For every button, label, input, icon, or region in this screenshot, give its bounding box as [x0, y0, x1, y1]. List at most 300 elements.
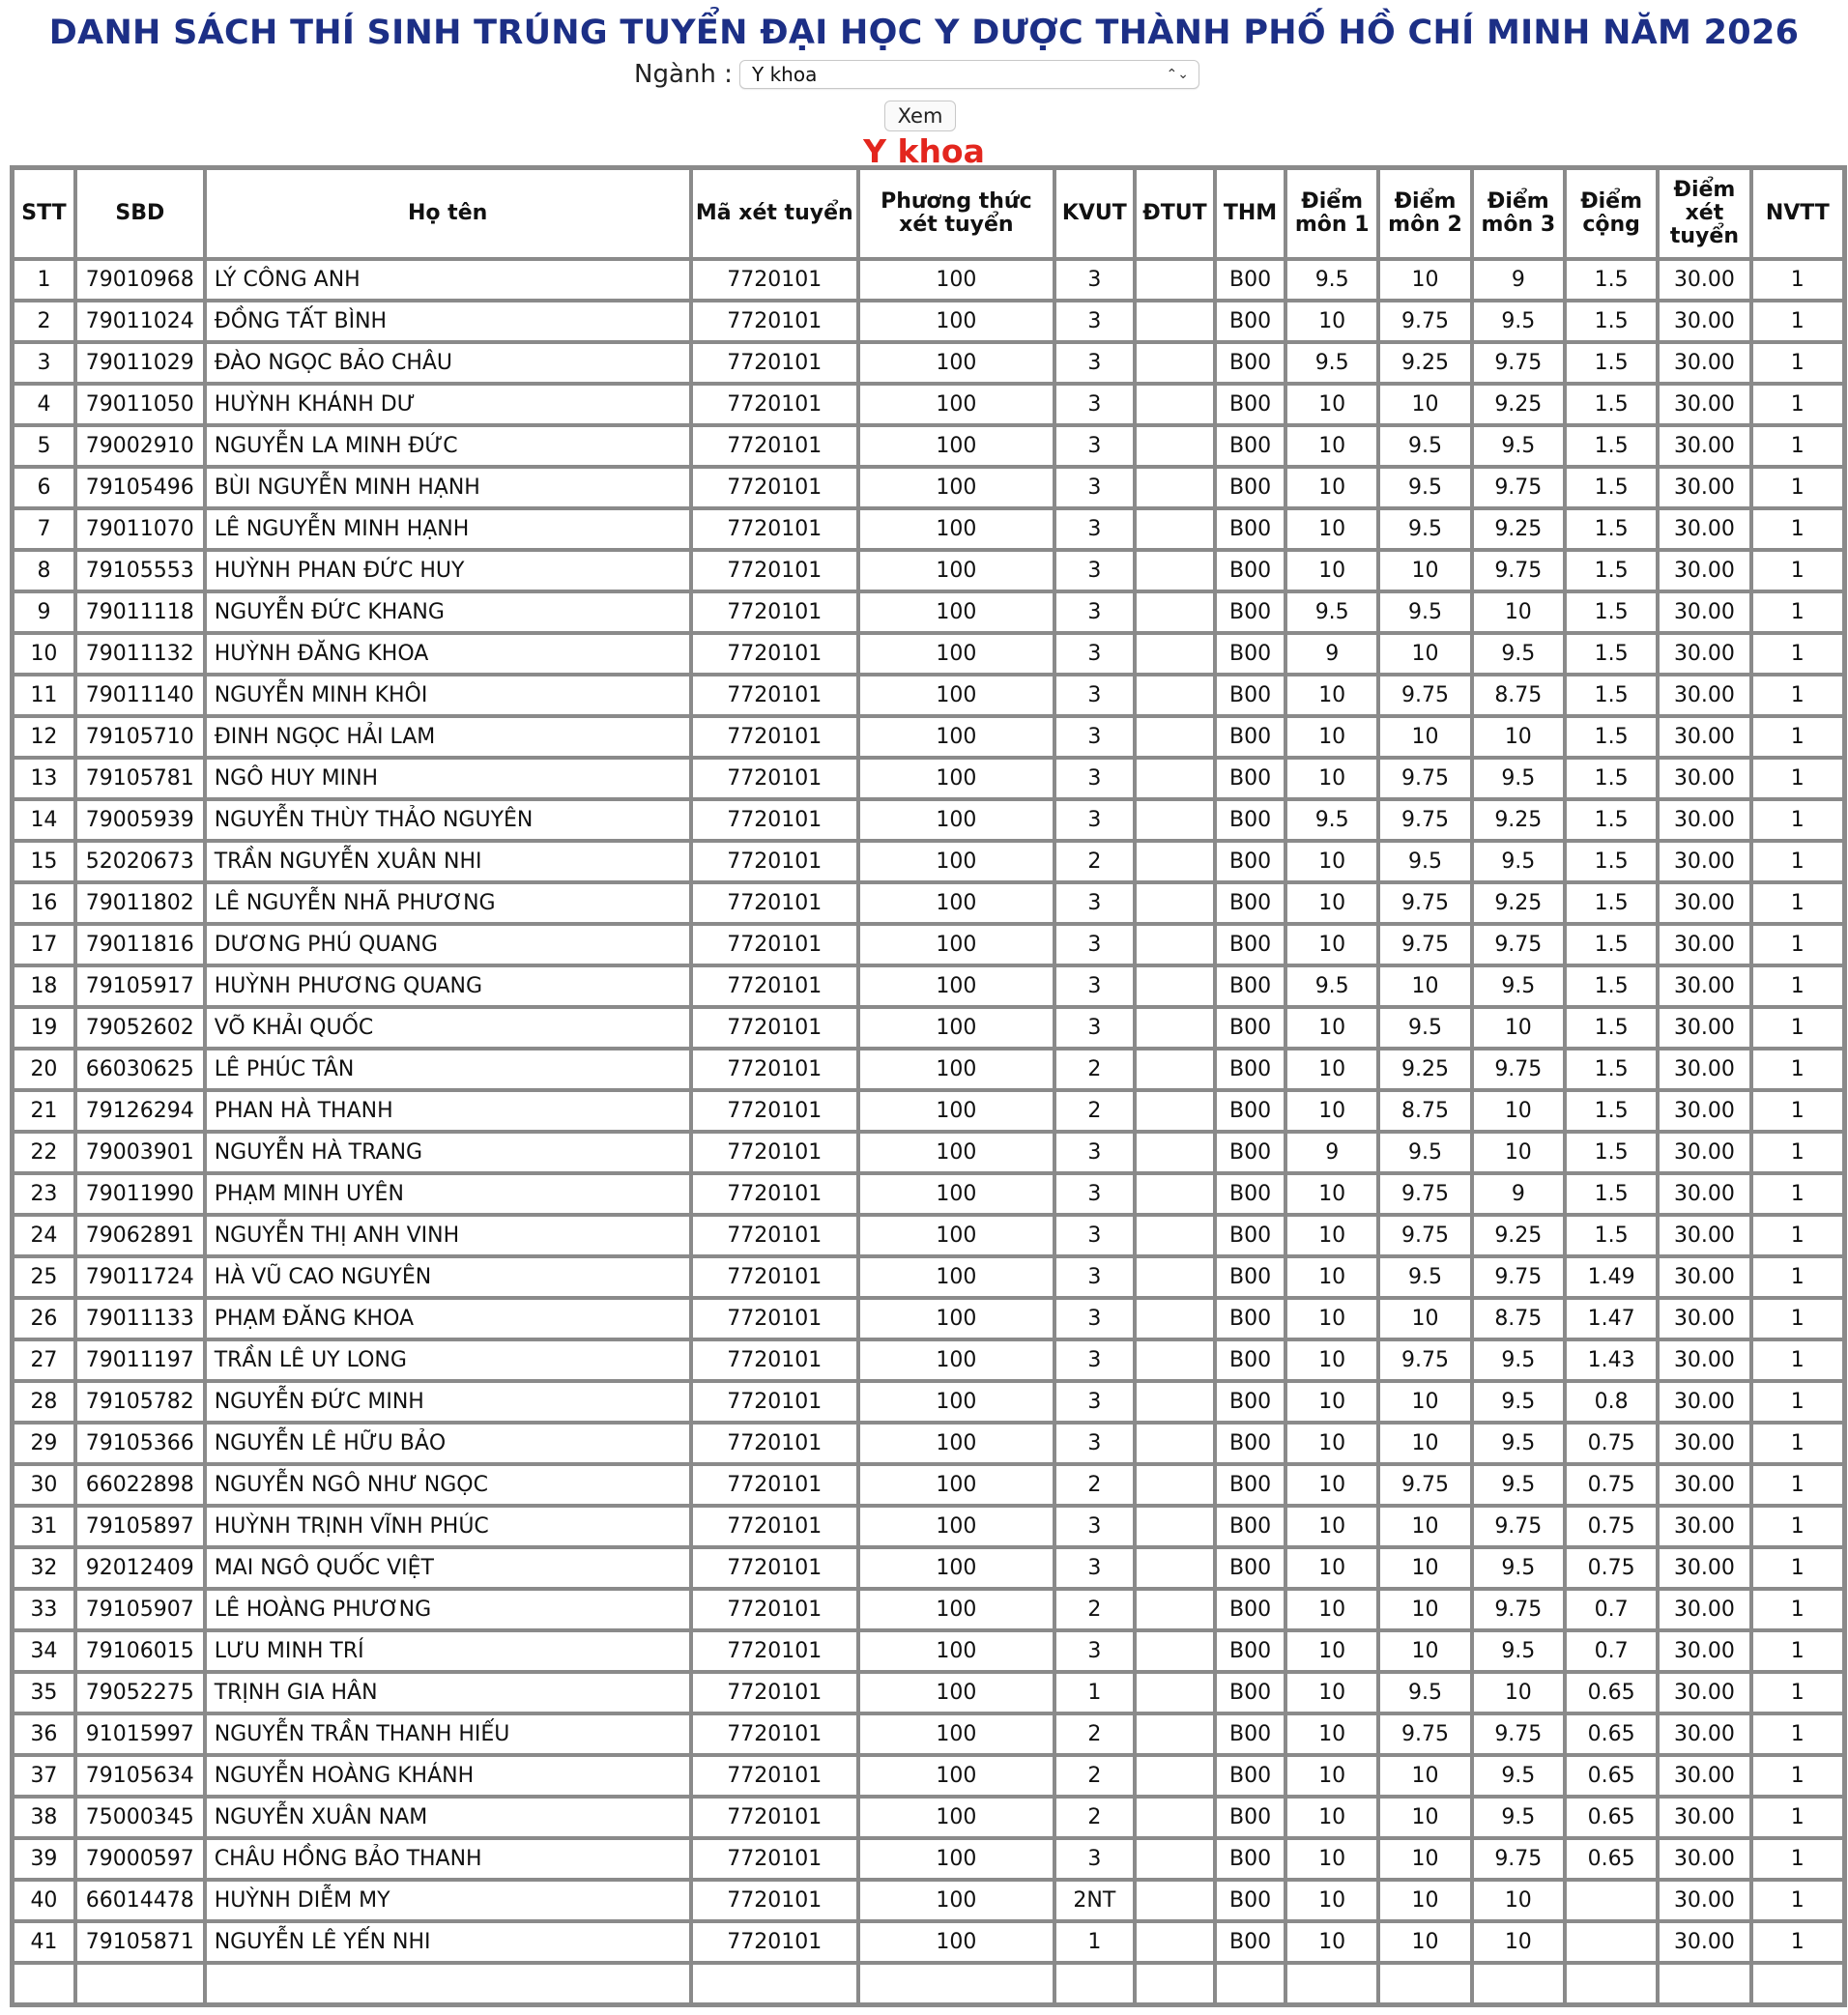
cell-sbd: 79003901 [75, 1132, 205, 1173]
cell-phuong-thuc: 100 [858, 841, 1054, 882]
cell-diem-mon-3: 9.25 [1472, 882, 1565, 924]
cell-ma-xet-tuyen: 7720101 [691, 1215, 858, 1256]
cell-sbd: 66014478 [75, 1880, 205, 1921]
cell-diem-cong: 0.75 [1565, 1547, 1658, 1589]
cell-ma-xet-tuyen: 7720101 [691, 799, 858, 841]
cell-diem-mon-2: 9.5 [1378, 1672, 1471, 1713]
table-row [13, 1797, 1844, 1838]
cell-kvut: 3 [1054, 1298, 1135, 1339]
cell-phuong-thuc: 100 [858, 965, 1054, 1007]
cell-ho-ten: NGUYỄN XUÂN NAM [205, 1797, 691, 1838]
cell-thm: B00 [1215, 1713, 1285, 1755]
cell-diem-mon-1: 10 [1285, 1838, 1378, 1880]
cell-sbd: 79105634 [75, 1755, 205, 1797]
cell-phuong-thuc: 100 [858, 1464, 1054, 1506]
cell-kvut: 3 [1054, 1132, 1135, 1173]
admission-table [10, 165, 1847, 2007]
cell-diem-mon-3: 9.25 [1472, 1215, 1565, 1256]
cell-sbd: 79105496 [75, 467, 205, 508]
cell-dtut [1135, 467, 1215, 508]
cell-diem-mon-2: 9.75 [1378, 1339, 1471, 1381]
cell-sbd: 79011816 [75, 924, 205, 965]
cell-diem-cong: 1.5 [1565, 467, 1658, 508]
table-row [13, 591, 1844, 633]
column-header-phuong-thuc: Phương thức xét tuyển [858, 168, 1054, 259]
cell-diem-mon-3: 9.75 [1472, 1589, 1565, 1630]
cell-kvut: 3 [1054, 301, 1135, 342]
cell-nvtt: 1 [1751, 1464, 1844, 1506]
cell-nvtt: 1 [1751, 301, 1844, 342]
cell-phuong-thuc: 100 [858, 342, 1054, 384]
cell-stt: 5 [13, 425, 75, 467]
cell-phuong-thuc: 100 [858, 1381, 1054, 1423]
cell-diem-mon-3: 9.5 [1472, 425, 1565, 467]
cell-diem-mon-2: 9.5 [1378, 591, 1471, 633]
cell-diem-mon-1: 10 [1285, 1589, 1378, 1630]
table-row [13, 841, 1844, 882]
cell-diem-cong: 1.5 [1565, 342, 1658, 384]
cell-phuong-thuc: 100 [858, 591, 1054, 633]
cell-stt: 2 [13, 301, 75, 342]
cell-ho-ten: NGÔ HUY MINH [205, 758, 691, 799]
cell-ma-xet-tuyen [691, 1963, 858, 2004]
cell-thm [1215, 1963, 1285, 2004]
cell-sbd: 79011140 [75, 675, 205, 716]
cell-sbd: 79105917 [75, 965, 205, 1007]
cell-thm: B00 [1215, 1090, 1285, 1132]
cell-nvtt: 1 [1751, 1713, 1844, 1755]
cell-sbd: 79105553 [75, 550, 205, 591]
cell-stt: 27 [13, 1339, 75, 1381]
cell-diem-mon-2: 10 [1378, 716, 1471, 758]
cell-sbd: 79105782 [75, 1381, 205, 1423]
cell-diem-mon-2: 10 [1378, 1381, 1471, 1423]
cell-stt: 22 [13, 1132, 75, 1173]
table-row [13, 1256, 1844, 1298]
cell-diem-xet-tuyen: 30.00 [1658, 591, 1750, 633]
cell-diem-mon-3: 9.75 [1472, 1256, 1565, 1298]
cell-ho-ten: MAI NGÔ QUỐC VIỆT [205, 1547, 691, 1589]
cell-nvtt: 1 [1751, 924, 1844, 965]
cell-nvtt: 1 [1751, 1423, 1844, 1464]
cell-nvtt: 1 [1751, 1672, 1844, 1713]
cell-dtut [1135, 1173, 1215, 1215]
table-row [13, 425, 1844, 467]
cell-dtut [1135, 1007, 1215, 1049]
cell-diem-cong: 1.5 [1565, 301, 1658, 342]
cell-diem-mon-1: 10 [1285, 1713, 1378, 1755]
cell-diem-mon-1: 10 [1285, 1049, 1378, 1090]
cell-dtut [1135, 1090, 1215, 1132]
cell-diem-mon-3 [1472, 1963, 1565, 2004]
cell-dtut [1135, 633, 1215, 675]
cell-stt: 26 [13, 1298, 75, 1339]
cell-diem-xet-tuyen: 30.00 [1658, 259, 1750, 301]
cell-diem-mon-1: 10 [1285, 1007, 1378, 1049]
cell-ma-xet-tuyen: 7720101 [691, 1007, 858, 1049]
cell-nvtt: 1 [1751, 1339, 1844, 1381]
cell-diem-mon-3: 9.75 [1472, 1713, 1565, 1755]
select-chevron-icon: ⌃⌄ [1166, 67, 1189, 82]
cell-thm: B00 [1215, 301, 1285, 342]
cell-ma-xet-tuyen: 7720101 [691, 1049, 858, 1090]
table-row [13, 1838, 1844, 1880]
cell-kvut: 3 [1054, 1506, 1135, 1547]
cell-sbd: 79105871 [75, 1921, 205, 1963]
cell-ma-xet-tuyen: 7720101 [691, 1381, 858, 1423]
cell-diem-mon-3: 9.5 [1472, 1797, 1565, 1838]
cell-stt: 30 [13, 1464, 75, 1506]
cell-thm: B00 [1215, 550, 1285, 591]
cell-diem-cong: 1.5 [1565, 965, 1658, 1007]
cell-ma-xet-tuyen: 7720101 [691, 675, 858, 716]
cell-diem-mon-3: 9.75 [1472, 1838, 1565, 1880]
cell-phuong-thuc: 100 [858, 882, 1054, 924]
cell-diem-mon-3: 10 [1472, 1672, 1565, 1713]
cell-thm: B00 [1215, 1298, 1285, 1339]
cell-nvtt: 1 [1751, 425, 1844, 467]
table-row [13, 633, 1844, 675]
cell-stt: 36 [13, 1713, 75, 1755]
cell-stt: 12 [13, 716, 75, 758]
cell-phuong-thuc: 100 [858, 1589, 1054, 1630]
cell-diem-mon-3: 9.25 [1472, 799, 1565, 841]
cell-thm: B00 [1215, 1880, 1285, 1921]
cell-ho-ten: LÊ NGUYỄN MINH HẠNH [205, 508, 691, 550]
cell-kvut: 3 [1054, 384, 1135, 425]
cell-phuong-thuc: 100 [858, 1880, 1054, 1921]
cell-diem-mon-1: 10 [1285, 384, 1378, 425]
cell-dtut [1135, 1838, 1215, 1880]
cell-sbd: 75000345 [75, 1797, 205, 1838]
cell-diem-mon-1: 10 [1285, 1423, 1378, 1464]
cell-diem-mon-1: 10 [1285, 1215, 1378, 1256]
cell-diem-mon-1: 10 [1285, 1090, 1378, 1132]
page-title: DANH SÁCH THÍ SINH TRÚNG TUYỂN ĐẠI HỌC Y DƯỢC THÀNH PHỐ HỒ CHÍ MINH NĂM 2026 [48, 14, 1800, 52]
major-select[interactable] [739, 60, 1199, 89]
cell-diem-cong: 1.5 [1565, 1132, 1658, 1173]
cell-diem-mon-1: 9.5 [1285, 259, 1378, 301]
cell-sbd: 79011724 [75, 1256, 205, 1298]
cell-dtut [1135, 425, 1215, 467]
cell-ho-ten [205, 1963, 691, 2004]
cell-stt: 14 [13, 799, 75, 841]
cell-ho-ten: NGUYỄN NGÔ NHƯ NGỌC [205, 1464, 691, 1506]
cell-phuong-thuc: 100 [858, 716, 1054, 758]
cell-stt: 19 [13, 1007, 75, 1049]
cell-kvut: 3 [1054, 1630, 1135, 1672]
cell-kvut: 3 [1054, 1339, 1135, 1381]
table-header-row [13, 168, 1844, 259]
cell-diem-cong: 1.5 [1565, 758, 1658, 799]
cell-thm: B00 [1215, 1049, 1285, 1090]
cell-dtut [1135, 1132, 1215, 1173]
cell-diem-mon-1: 10 [1285, 924, 1378, 965]
cell-stt: 38 [13, 1797, 75, 1838]
cell-sbd: 79062891 [75, 1215, 205, 1256]
cell-diem-mon-3: 9.25 [1472, 384, 1565, 425]
cell-ho-ten: NGUYỄN HÀ TRANG [205, 1132, 691, 1173]
cell-diem-cong: 1.43 [1565, 1339, 1658, 1381]
cell-ma-xet-tuyen: 7720101 [691, 841, 858, 882]
cell-nvtt: 1 [1751, 1880, 1844, 1921]
cell-kvut: 1 [1054, 1672, 1135, 1713]
cell-nvtt: 1 [1751, 1547, 1844, 1589]
cell-kvut: 3 [1054, 965, 1135, 1007]
cell-dtut [1135, 550, 1215, 591]
cell-stt: 23 [13, 1173, 75, 1215]
cell-diem-xet-tuyen: 30.00 [1658, 1506, 1750, 1547]
cell-ma-xet-tuyen: 7720101 [691, 882, 858, 924]
cell-diem-mon-1: 10 [1285, 882, 1378, 924]
cell-kvut: 2 [1054, 1589, 1135, 1630]
cell-diem-mon-1: 10 [1285, 550, 1378, 591]
cell-thm: B00 [1215, 1797, 1285, 1838]
cell-kvut: 2 [1054, 841, 1135, 882]
cell-diem-cong: 0.75 [1565, 1464, 1658, 1506]
cell-sbd: 79105781 [75, 758, 205, 799]
cell-sbd: 79011050 [75, 384, 205, 425]
cell-nvtt: 1 [1751, 1049, 1844, 1090]
cell-diem-xet-tuyen: 30.00 [1658, 1672, 1750, 1713]
table-row [13, 342, 1844, 384]
cell-ho-ten: NGUYỄN LÊ YẾN NHI [205, 1921, 691, 1963]
cell-ho-ten: BÙI NGUYỄN MINH HẠNH [205, 467, 691, 508]
cell-diem-mon-1: 10 [1285, 1672, 1378, 1713]
cell-diem-xet-tuyen: 30.00 [1658, 799, 1750, 841]
cell-diem-xet-tuyen: 30.00 [1658, 1547, 1750, 1589]
cell-sbd: 52020673 [75, 841, 205, 882]
cell-diem-mon-3: 10 [1472, 1880, 1565, 1921]
cell-diem-cong: 1.5 [1565, 508, 1658, 550]
cell-kvut: 3 [1054, 550, 1135, 591]
cell-ma-xet-tuyen: 7720101 [691, 1589, 858, 1630]
cell-diem-cong: 1.5 [1565, 675, 1658, 716]
cell-diem-mon-2: 9.25 [1378, 342, 1471, 384]
cell-diem-xet-tuyen: 30.00 [1658, 508, 1750, 550]
table-row [13, 1880, 1844, 1921]
cell-diem-xet-tuyen [1658, 1963, 1750, 2004]
column-header-diem-mon-2: Điểm môn 2 [1378, 168, 1471, 259]
cell-thm: B00 [1215, 1339, 1285, 1381]
cell-kvut: 3 [1054, 425, 1135, 467]
cell-kvut: 2 [1054, 1755, 1135, 1797]
cell-diem-xet-tuyen: 30.00 [1658, 924, 1750, 965]
cell-sbd: 79106015 [75, 1630, 205, 1672]
cell-diem-cong: 0.65 [1565, 1755, 1658, 1797]
table-row [13, 467, 1844, 508]
cell-diem-mon-1: 9 [1285, 633, 1378, 675]
cell-diem-mon-2: 9.75 [1378, 1173, 1471, 1215]
cell-sbd: 79052602 [75, 1007, 205, 1049]
cell-thm: B00 [1215, 1547, 1285, 1589]
cell-ho-ten: NGUYỄN ĐỨC MINH [205, 1381, 691, 1423]
column-header-ho-ten: Họ tên [205, 168, 691, 259]
cell-diem-mon-1: 10 [1285, 841, 1378, 882]
cell-ho-ten: HUỲNH PHƯƠNG QUANG [205, 965, 691, 1007]
cell-diem-mon-2: 9.25 [1378, 1049, 1471, 1090]
cell-nvtt: 1 [1751, 591, 1844, 633]
cell-phuong-thuc: 100 [858, 1298, 1054, 1339]
cell-nvtt: 1 [1751, 675, 1844, 716]
cell-thm: B00 [1215, 384, 1285, 425]
major-select-value: Y khoa [752, 63, 818, 86]
cell-stt: 25 [13, 1256, 75, 1298]
cell-thm: B00 [1215, 633, 1285, 675]
cell-phuong-thuc: 100 [858, 1838, 1054, 1880]
cell-ma-xet-tuyen: 7720101 [691, 1256, 858, 1298]
cell-dtut [1135, 965, 1215, 1007]
cell-sbd: 66030625 [75, 1049, 205, 1090]
cell-nvtt: 1 [1751, 716, 1844, 758]
cell-diem-mon-2: 9.75 [1378, 1713, 1471, 1755]
cell-diem-mon-2: 10 [1378, 1506, 1471, 1547]
cell-diem-xet-tuyen: 30.00 [1658, 1713, 1750, 1755]
cell-ho-ten: LÊ NGUYỄN NHÃ PHƯƠNG [205, 882, 691, 924]
cell-phuong-thuc: 100 [858, 1090, 1054, 1132]
cell-diem-xet-tuyen: 30.00 [1658, 1339, 1750, 1381]
cell-diem-mon-3: 9.5 [1472, 1630, 1565, 1672]
cell-ma-xet-tuyen: 7720101 [691, 1630, 858, 1672]
cell-ma-xet-tuyen: 7720101 [691, 924, 858, 965]
cell-phuong-thuc: 100 [858, 1755, 1054, 1797]
column-header-nvtt: NVTT [1751, 168, 1844, 259]
cell-ma-xet-tuyen: 7720101 [691, 1132, 858, 1173]
cell-thm: B00 [1215, 716, 1285, 758]
cell-kvut: 2 [1054, 1713, 1135, 1755]
cell-dtut [1135, 1589, 1215, 1630]
cell-dtut [1135, 1672, 1215, 1713]
cell-ma-xet-tuyen: 7720101 [691, 1423, 858, 1464]
major-heading: Y khoa [863, 132, 985, 170]
cell-ho-ten: LƯU MINH TRÍ [205, 1630, 691, 1672]
cell-diem-mon-2: 9.75 [1378, 1215, 1471, 1256]
cell-diem-mon-3: 9.5 [1472, 1381, 1565, 1423]
cell-stt: 31 [13, 1506, 75, 1547]
table-row [13, 675, 1844, 716]
cell-diem-mon-2: 10 [1378, 1755, 1471, 1797]
table-row [13, 1215, 1844, 1256]
cell-phuong-thuc: 100 [858, 1921, 1054, 1963]
cell-diem-mon-3: 10 [1472, 716, 1565, 758]
cell-thm: B00 [1215, 1921, 1285, 1963]
cell-dtut [1135, 259, 1215, 301]
cell-diem-xet-tuyen: 30.00 [1658, 1797, 1750, 1838]
cell-diem-mon-3: 8.75 [1472, 1298, 1565, 1339]
table-row [13, 550, 1844, 591]
table-row [13, 716, 1844, 758]
cell-ho-ten: NGUYỄN LA MINH ĐỨC [205, 425, 691, 467]
cell-nvtt: 1 [1751, 965, 1844, 1007]
cell-phuong-thuc: 100 [858, 1173, 1054, 1215]
cell-diem-mon-1: 10 [1285, 758, 1378, 799]
cell-diem-cong: 0.65 [1565, 1797, 1658, 1838]
cell-diem-mon-3: 10 [1472, 1132, 1565, 1173]
cell-diem-mon-2: 10 [1378, 384, 1471, 425]
cell-diem-mon-1: 10 [1285, 1381, 1378, 1423]
column-header-sbd: SBD [75, 168, 205, 259]
cell-ma-xet-tuyen: 7720101 [691, 384, 858, 425]
column-header-dtut: ĐTUT [1135, 168, 1215, 259]
cell-nvtt: 1 [1751, 1215, 1844, 1256]
cell-dtut [1135, 1506, 1215, 1547]
cell-thm: B00 [1215, 1589, 1285, 1630]
cell-ma-xet-tuyen: 7720101 [691, 550, 858, 591]
cell-ma-xet-tuyen: 7720101 [691, 425, 858, 467]
cell-diem-mon-3: 9.75 [1472, 467, 1565, 508]
cell-ma-xet-tuyen: 7720101 [691, 1506, 858, 1547]
cell-dtut [1135, 716, 1215, 758]
cell-dtut [1135, 1963, 1215, 2004]
table-row [13, 259, 1844, 301]
cell-sbd: 79002910 [75, 425, 205, 467]
cell-thm: B00 [1215, 675, 1285, 716]
cell-ho-ten: VÕ KHẢI QUỐC [205, 1007, 691, 1049]
cell-stt: 29 [13, 1423, 75, 1464]
cell-diem-xet-tuyen: 30.00 [1658, 1464, 1750, 1506]
cell-diem-xet-tuyen: 30.00 [1658, 1007, 1750, 1049]
cell-nvtt: 1 [1751, 1173, 1844, 1215]
cell-diem-xet-tuyen: 30.00 [1658, 1755, 1750, 1797]
cell-diem-mon-1: 10 [1285, 1921, 1378, 1963]
cell-diem-mon-2: 10 [1378, 259, 1471, 301]
cell-ho-ten: HUỲNH KHÁNH DƯ [205, 384, 691, 425]
cell-ho-ten: HUỲNH TRỊNH VĨNH PHÚC [205, 1506, 691, 1547]
cell-ma-xet-tuyen: 7720101 [691, 1090, 858, 1132]
cell-ma-xet-tuyen: 7720101 [691, 965, 858, 1007]
cell-diem-mon-3: 8.75 [1472, 675, 1565, 716]
table-row [13, 1547, 1844, 1589]
cell-sbd: 79105366 [75, 1423, 205, 1464]
cell-diem-mon-3: 9.5 [1472, 633, 1565, 675]
cell-dtut [1135, 675, 1215, 716]
cell-thm: B00 [1215, 1007, 1285, 1049]
table-row [13, 1963, 1844, 2004]
cell-diem-mon-2: 10 [1378, 1630, 1471, 1672]
cell-kvut: 2 [1054, 1797, 1135, 1838]
cell-diem-mon-2: 9.75 [1378, 799, 1471, 841]
cell-diem-mon-1: 10 [1285, 1755, 1378, 1797]
cell-nvtt: 1 [1751, 633, 1844, 675]
cell-diem-xet-tuyen: 30.00 [1658, 1132, 1750, 1173]
cell-diem-mon-2: 8.75 [1378, 1090, 1471, 1132]
cell-diem-cong: 0.8 [1565, 1381, 1658, 1423]
cell-ho-ten: HUỲNH PHAN ĐỨC HUY [205, 550, 691, 591]
cell-diem-mon-3: 9.75 [1472, 924, 1565, 965]
cell-thm: B00 [1215, 1381, 1285, 1423]
cell-stt: 40 [13, 1880, 75, 1921]
cell-nvtt: 1 [1751, 1132, 1844, 1173]
cell-thm: B00 [1215, 591, 1285, 633]
cell-diem-mon-3: 9.75 [1472, 1506, 1565, 1547]
cell-stt: 13 [13, 758, 75, 799]
cell-sbd: 79105897 [75, 1506, 205, 1547]
view-button[interactable]: Xem [884, 101, 956, 131]
column-header-diem-cong: Điểm cộng [1565, 168, 1658, 259]
cell-nvtt: 1 [1751, 384, 1844, 425]
cell-ma-xet-tuyen: 7720101 [691, 633, 858, 675]
cell-diem-xet-tuyen: 30.00 [1658, 758, 1750, 799]
table-row [13, 1672, 1844, 1713]
cell-diem-mon-2: 9.5 [1378, 467, 1471, 508]
cell-nvtt: 1 [1751, 1838, 1844, 1880]
cell-ma-xet-tuyen: 7720101 [691, 467, 858, 508]
cell-diem-xet-tuyen: 30.00 [1658, 1049, 1750, 1090]
cell-diem-mon-3: 9 [1472, 259, 1565, 301]
cell-diem-mon-2: 9.75 [1378, 301, 1471, 342]
cell-ho-ten: NGUYỄN ĐỨC KHANG [205, 591, 691, 633]
cell-diem-cong: 1.5 [1565, 550, 1658, 591]
